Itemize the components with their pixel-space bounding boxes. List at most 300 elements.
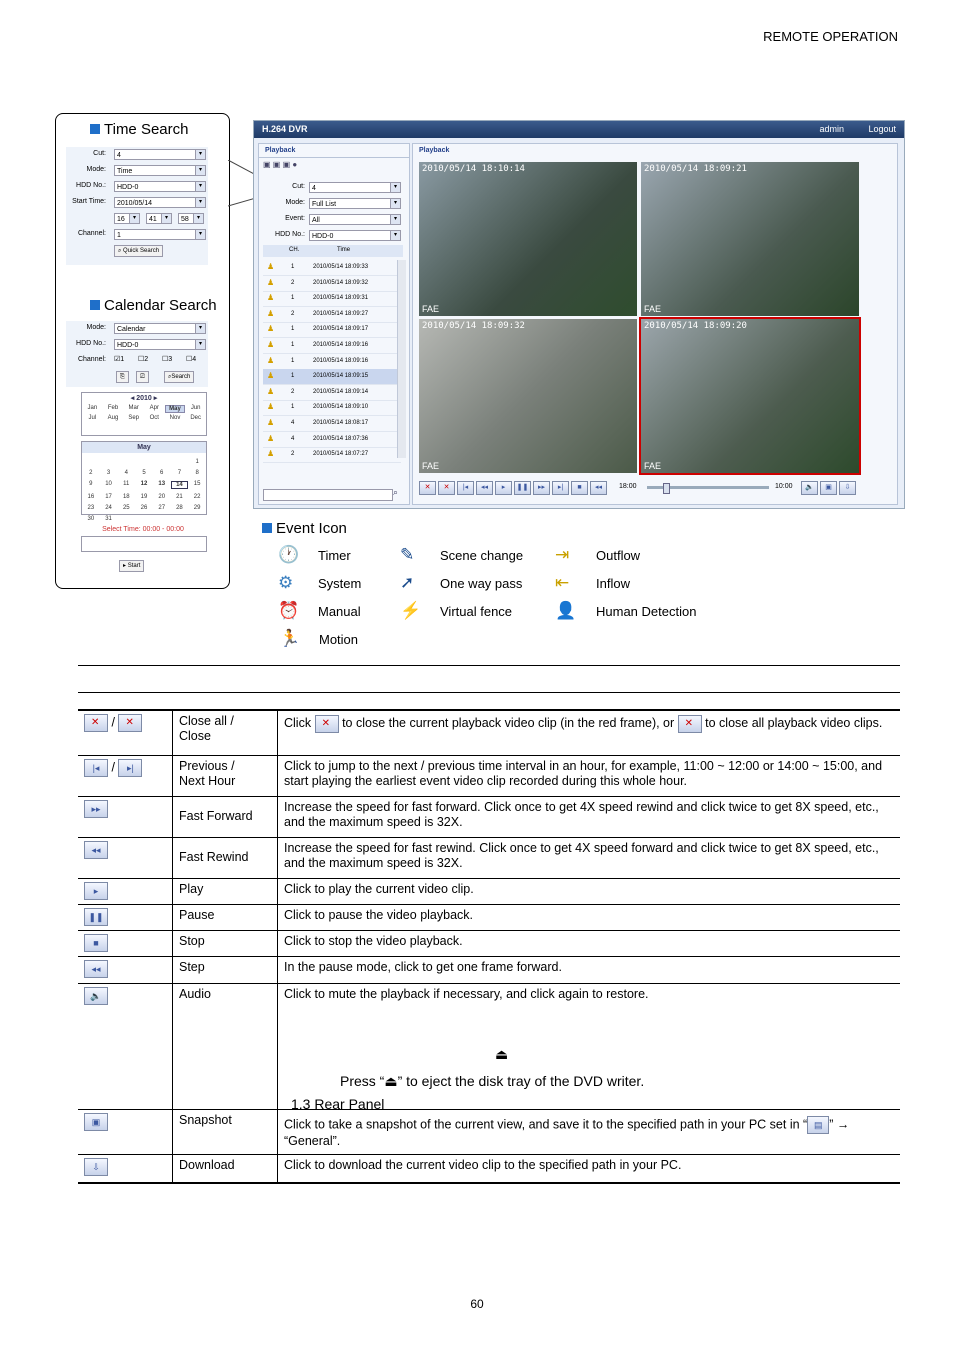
list-item[interactable]: ♟ 1 2010/05/14 18:09:10 [263,400,401,416]
row-desc: In the pause mode, click to get one frame forward. [278,956,901,983]
dvr-filter-select[interactable]: 4 ▾ [309,182,401,193]
list-item[interactable]: ♟ 2 2010/05/14 18:09:14 [263,385,401,401]
play-icon: ▸ [501,484,506,491]
month-cell[interactable]: Jul [88,415,97,421]
list-item[interactable]: ♟ 4 2010/05/14 18:08:17 [263,416,401,432]
table-row [78,837,900,878]
list-item[interactable]: ♟ 1 2010/05/14 18:09:17 [263,322,401,338]
select-time-label: Select Time: 00:00 - 00:00 [102,526,184,533]
channel-value: 1 [117,232,121,239]
row-desc: Click to jump to the next / previous time interval in an hour, for example, 11:00 ~ 12:00 or 14:00 ~ 15:00, and start playing the earliest event video clip recorded during this whole hour. [278,755,901,796]
camera-tag: FAE [422,461,440,471]
list-item[interactable]: ♟ 2 2010/05/14 18:09:27 [263,307,401,323]
chevron-down-icon: ▾ [195,182,205,191]
close-all-icon: ✕ [424,484,431,491]
close-all-icon [84,714,108,732]
chevron-down-icon: ▾ [390,215,400,224]
config-monitor-icon: ▤ [807,1116,829,1134]
month-cell[interactable]: May [165,405,186,413]
channel-select[interactable] [114,229,206,240]
row-desc: Click to download the current video clip to the specified path in your PC. [278,1154,901,1183]
pause-button[interactable] [514,481,531,495]
chevron-down-icon: ▾ [195,198,205,207]
event-search-input[interactable] [263,489,393,501]
motion-figure-icon: ♟ [267,324,275,334]
day-cell[interactable]: 31 [105,516,112,522]
cut-select[interactable] [114,149,206,160]
day-cell[interactable]: 27 [158,505,166,511]
fast-rewind-icon: ◂◂ [480,484,489,491]
month-calendar [81,441,207,522]
list-item[interactable]: ♟ 2 2010/05/14 18:09:32 [263,276,401,292]
camera-view-3[interactable] [419,319,637,473]
chevron-down-icon: ▾ [161,214,171,223]
day-cell[interactable]: 13 [158,481,166,487]
bullet-square-icon [90,300,100,310]
day-cell[interactable]: 21 [176,494,183,500]
row-name: Play [173,878,278,904]
list-item[interactable]: ♟ 1 2010/05/14 18:09:33 [263,260,401,276]
close-icons-cell: ✕ / ✕ [78,710,173,755]
day-cell[interactable]: 16 [87,494,95,500]
chevron-down-icon: ▾ [195,230,205,239]
main-playback-tab: Playback [419,147,450,154]
motion-figure-icon: ♟ [267,340,275,349]
search-icon: ⌕ [168,374,172,380]
dvr-playback-screen [253,120,905,509]
dvr-filter-row: Mode: Full List ▾ [259,196,409,212]
row-name: Download [173,1154,278,1183]
day-cell[interactable]: 19 [140,494,148,500]
channel-row [66,227,208,243]
camera-view-2[interactable] [641,162,859,316]
row-desc: Click to take a snapshot of the current view, and save it to the specified path in your PC set in “ ▤ ” → “General”. [278,1109,901,1154]
event-icon-label: Virtual fence [440,604,513,619]
stray-rear-panel: 1.3 Rear Panel [291,1096,385,1112]
event-icon-title: Event Icon [262,520,347,537]
dvr-filter-select[interactable]: All ▾ [309,214,401,225]
delete-icon[interactable]: ⎚ [136,371,149,383]
dvr-filter-row: Event: All ▾ [259,212,409,228]
pause-icon: ❚❚ [516,484,529,491]
play-button[interactable] [495,481,512,495]
fast-forward-icon: ▸▸ [537,484,546,491]
day-cell[interactable]: 15 [193,481,201,487]
eject-icon: ⏏ [495,1046,509,1062]
mode-select[interactable] [114,165,206,176]
camera-timestamp: 2010/05/14 18:09:21 [644,164,747,174]
row-name: Previous / Next Hour [173,755,278,796]
snapshot-camera-icon: ▣ [84,1113,108,1131]
event-icon-label: Timer [318,548,351,563]
outflow-icon: ⇥ [555,545,570,564]
time-search-title: Time Search [90,121,188,138]
calendar-hdd-row [66,337,208,353]
row-desc: Click ✕ to close the current playback video clip (in the red frame), or ✕ to close all playback video clips. [278,710,901,755]
time-min-select[interactable]: 41 ▾ [146,213,172,224]
dvr-filter-select[interactable]: Full List ▾ [309,198,401,209]
camera-tag: FAE [644,304,662,314]
playback-control-table [78,709,900,1184]
one-way-arrow-icon: ➚ [400,573,415,592]
day-blank [82,459,100,465]
user-name: admin [819,124,844,134]
channel-checkbox-row: Channel: ☑1 ☐2 ☐3 ☐4 [77,356,197,363]
camera-view-4[interactable] [641,319,859,473]
month-cell[interactable]: Apr [149,405,159,411]
row-name: Step [173,956,278,983]
camera-view-1[interactable] [419,162,637,316]
close-button[interactable] [438,481,455,495]
dvr-filter-row: HDD No.: HDD-0 ▾ [259,228,409,244]
next-hour-button[interactable] [552,481,569,495]
month-cell[interactable]: Feb [107,405,119,411]
day-cell[interactable]: 2 [89,470,93,476]
table-row [78,983,900,1109]
stray-eject-line: Press “⏏” to eject the disk tray of the DVD writer. [340,1073,645,1089]
day-cell[interactable]: 5 [142,470,146,476]
calendar-mode-row [66,321,208,337]
search-icon: ⌕ [118,248,124,254]
day-cell[interactable]: 20 [158,494,166,500]
pause-icon: ❚❚ [84,908,108,926]
row-desc: Click to mute the playback if necessary, and click again to restore. [278,983,901,1109]
day-cell[interactable]: 28 [176,505,183,511]
download-icon: ⇩ [84,1158,108,1176]
day-cell[interactable]: 24 [105,505,112,511]
day-cell[interactable]: 1 [195,459,199,465]
bullet-square-icon [262,523,272,533]
year-label: ◂ 2010 ▸ [130,395,158,402]
hdd-label: HDD No.: [76,182,106,189]
search-icon[interactable]: ⌕ [393,487,399,497]
event-icon-label: Scene change [440,548,524,563]
audio-speaker-icon: 🔈 [84,987,108,1005]
dvr-title-bar [254,121,904,138]
row-name: Audio [173,983,278,1109]
snapshot-button[interactable] [820,481,837,495]
month-cell[interactable]: Aug [107,415,119,421]
audio-icon: 🔈 [805,484,814,491]
motion-figure-icon: ♟ [267,402,275,412]
list-item[interactable]: ♟ 1 2010/05/14 18:09:15 [263,369,401,385]
table-row [78,904,900,930]
quick-search-button[interactable]: ⌕ Quick Search [114,245,163,257]
day-blank [100,459,118,465]
bullet-square-icon [90,124,100,134]
dvr-filter-row: Cut: 4 ▾ [259,180,409,196]
day-cell[interactable]: 30 [87,516,95,522]
mode-row [66,163,208,179]
scene-change-icon: ✎ [400,545,415,564]
row-name: Fast Forward [173,796,278,837]
event-icon-label: Inflow [596,576,630,591]
event-icon-label: One way pass [440,576,523,591]
table-row [78,1154,900,1183]
row-desc: Click to stop the video playback. [278,930,901,956]
human-detection-icon: 👤 [555,601,577,620]
step-icon: ◂◂ [594,484,603,491]
row-desc: Click to pause the video playback. [278,904,901,930]
timeline-start: 18:00 [619,483,637,490]
motion-figure-icon: ♟ [267,277,275,287]
month-cell[interactable]: Sep [128,415,139,421]
next-hour-icon: ▸| [557,484,564,491]
stop-icon: ■ [577,484,582,491]
start-button[interactable]: ▸ Start [119,560,144,572]
mode-label: Mode: [86,166,106,173]
day-blank [153,459,171,465]
channel-label: Channel: [77,230,106,237]
channel-checkbox-3[interactable]: ☐3 [162,356,173,363]
motion-figure-icon: ♟ [267,293,275,303]
divider [78,665,900,666]
start-time-label: Start Time: [72,198,106,205]
playback-tab[interactable]: Playback [259,144,409,158]
event-icon-label: Human Detection [596,604,697,619]
camera-tag: FAE [422,304,440,314]
row-name: Pause [173,904,278,930]
calendar-hdd-select[interactable] [114,339,206,350]
chevron-down-icon: ▾ [195,324,205,333]
playback-filter-form [259,180,409,244]
day-cell[interactable]: 26 [140,505,148,511]
motion-figure-icon: ♟ [267,386,275,396]
motion-figure-icon: ♟ [267,308,275,318]
checkbox-icon: ☐ [162,356,169,363]
hdd-row [66,179,208,195]
table-row [78,930,900,956]
hdd-value: HDD-0 [117,184,139,191]
start-time-select[interactable] [114,197,206,208]
play-icon: ▸ [84,882,108,900]
table-row [78,956,900,983]
month-cell[interactable]: Dec [190,415,201,421]
step-button[interactable] [590,481,607,495]
motion-figure-icon: ♟ [267,433,275,443]
checkbox-icon: ☐ [186,356,193,363]
search-panel [55,113,230,589]
event-icon-label: Motion [319,632,359,647]
playback-sidebar [258,143,410,505]
chevron-down-icon: ▾ [390,231,400,240]
previous-hour-button[interactable] [457,481,474,495]
day-cell[interactable]: 14 [171,481,189,489]
close-all-button[interactable] [419,481,436,495]
snapshot-icon: ▣ [825,484,832,491]
event-icon-label: Manual [318,604,361,619]
event-list-scrollbar[interactable] [397,260,406,458]
calendar-mode-select[interactable] [114,323,206,334]
table-row [78,755,900,796]
download-icon: ⇩ [844,484,851,491]
fast-rewind-icon: ◂◂ [84,841,108,859]
row-desc: Increase the speed for fast rewind. Click once to get 4X speed forward and click twice to get 8X speed, etc., and the maximum speed is 32X. [278,837,901,878]
day-cell[interactable]: 23 [87,505,95,511]
chevron-down-icon: ▾ [129,214,139,223]
day-cell[interactable]: 17 [105,494,112,500]
manual-alarm-icon: ⏰ [278,601,300,620]
stop-button[interactable] [571,481,588,495]
section-header: REMOTE OPERATION [763,29,898,44]
clock-icon: 🕐 [278,545,300,564]
close-icon [315,715,339,733]
cut-label: Cut: [93,150,106,157]
row-desc: Click to play the current video clip. [278,878,901,904]
time-search-form [66,147,208,265]
month-cell[interactable]: Mar [128,405,139,411]
calendar-mode-value: Calendar [117,326,146,333]
calendar-search-button[interactable]: ⌕Search [164,371,194,383]
checkbox-icon: ☑ [114,356,121,363]
previous-hour-icon: |◂ [84,759,108,777]
channel-checkbox-2[interactable]: ☐2 [138,356,149,363]
calendar-search-form [66,321,208,387]
logout-link[interactable]: Logout [868,124,896,134]
virtual-fence-icon: ⚡ [400,601,422,620]
table-row [78,878,900,904]
playback-main [412,143,898,505]
month-label: May [82,442,206,453]
calendar-buttons-row [66,369,208,385]
day-cell[interactable]: 29 [193,505,201,511]
table-row [78,1109,900,1154]
chevron-down-icon: ▾ [193,214,203,223]
next-hour-icon: ▸| [118,759,142,777]
stop-icon: ■ [84,934,108,952]
calendar-mode-label: Mode: [86,324,106,331]
list-item[interactable]: ♟ 1 2010/05/14 18:09:31 [263,291,401,307]
motion-figure-icon: ♟ [267,449,275,459]
day-cell[interactable]: 18 [122,494,130,500]
start-time-value: 2010/05/14 [117,200,153,207]
event-icon-label: Outflow [596,548,641,563]
dvr-filter-select[interactable]: HDD-0 ▾ [309,230,401,241]
day-cell[interactable]: 3 [106,470,111,476]
event-list-header: CH. Time [263,245,403,257]
row-name: Snapshot [173,1109,278,1154]
channel-checkbox-4[interactable]: ☐4 [186,356,197,363]
inflow-icon: ⇤ [555,573,570,592]
time-hour-select[interactable]: 16 ▾ [114,213,140,224]
day-cell[interactable]: 25 [122,505,130,511]
hour-icons-cell: |◂ / ▸| [78,755,173,796]
month-cell[interactable]: Jun [190,405,201,411]
month-grid [82,405,206,421]
quick-search-row [66,243,208,259]
day-cell[interactable]: 9 [89,481,93,487]
chevron-down-icon: ▾ [195,150,205,159]
day-blank [117,459,135,465]
time-picker-row [66,211,208,227]
playback-controls [419,480,889,496]
camera-timestamp: 2010/05/14 18:09:20 [644,321,747,331]
day-cell[interactable]: 11 [123,481,130,487]
gear-icon: ⚙ [278,573,294,592]
row-name: Stop [173,930,278,956]
checkbox-icon: ☐ [138,356,145,363]
motion-figure-icon: ♟ [267,371,275,381]
close-icon [118,714,142,732]
row-name: Fast Rewind [173,837,278,878]
day-blank [171,459,189,465]
table-row [78,796,900,837]
motion-figure-icon: ♟ [267,418,275,427]
event-icon-label: System [318,576,362,591]
calendar-hdd-label: HDD No.: [76,340,106,347]
backup-icon[interactable]: ⎘ [116,371,129,383]
chevron-down-icon: ▾ [195,340,205,349]
chevron-down-icon: ▾ [195,166,205,175]
day-cell[interactable]: 6 [160,470,164,476]
list-item[interactable]: ♟ 4 2010/05/14 18:07:36 [263,432,401,448]
row-desc: Increase the speed for fast forward. Click once to get 4X speed rewind and click twice to get 8X speed, etc., and the maximum speed is 32X. [278,796,901,837]
calendar-search-title: Calendar Search [90,297,217,314]
row-name: Close all / Close [173,710,278,755]
mode-value: Time [117,168,133,175]
list-item[interactable]: ♟ 2 2010/05/14 18:07:27 [263,447,401,463]
calendar-hdd-value: HDD-0 [117,342,139,349]
list-item[interactable]: ♟ 1 2010/05/14 18:09:16 [263,354,401,370]
camera-timestamp: 2010/05/14 18:09:32 [422,321,525,331]
day-cell[interactable]: 4 [124,470,128,476]
fast-forward-button[interactable] [533,481,550,495]
page-number: 60 [470,1297,484,1311]
cut-value: 4 [117,152,121,159]
motion-figure-icon: ♟ [267,262,275,271]
year-calendar [81,392,207,436]
day-blank [135,459,153,465]
cut-row [66,147,208,163]
day-cell[interactable]: 10 [105,481,112,487]
time-range-bar[interactable] [81,536,207,552]
hdd-select[interactable] [114,181,206,192]
time-sec-select[interactable]: 58 ▾ [178,213,204,224]
start-time-row [66,195,208,211]
motion-figure-icon: ♟ [267,355,275,365]
day-cell[interactable]: 7 [177,470,182,476]
chevron-down-icon: ▾ [390,183,400,192]
month-cell[interactable]: Jan [87,405,98,411]
divider [78,692,900,693]
table-row [78,710,900,755]
playback-toolbar: ▣ ▣ ▣ ● [263,160,298,169]
camera-tag: FAE [644,461,662,471]
previous-hour-icon: |◂ [462,484,469,491]
motion-figure-icon: 🏃 [279,629,301,648]
fast-rewind-button[interactable] [476,481,493,495]
dvr-title: H.264 DVR [262,124,308,134]
day-cell[interactable]: 8 [195,470,199,476]
download-button[interactable] [839,481,856,495]
timeline-end: 10:00 [775,483,793,490]
fast-forward-icon: ▸▸ [84,800,108,818]
day-cell[interactable]: 22 [193,494,201,500]
channel-checkbox-1[interactable]: ☑1 [114,356,125,363]
month-cell[interactable]: Nov [169,415,181,421]
list-item[interactable]: ♟ 1 2010/05/14 18:09:16 [263,338,401,354]
audio-button[interactable] [801,481,818,495]
camera-timestamp: 2010/05/14 18:10:14 [422,164,525,174]
close-icon: ✕ [443,484,450,491]
timeline-handle[interactable] [663,483,670,494]
close-all-icon [678,715,702,733]
chevron-down-icon: ▾ [390,199,400,208]
day-grid [82,459,206,522]
step-icon: ◂◂ [84,960,108,978]
day-cell[interactable]: 12 [140,481,148,487]
month-cell[interactable]: Oct [149,415,159,421]
